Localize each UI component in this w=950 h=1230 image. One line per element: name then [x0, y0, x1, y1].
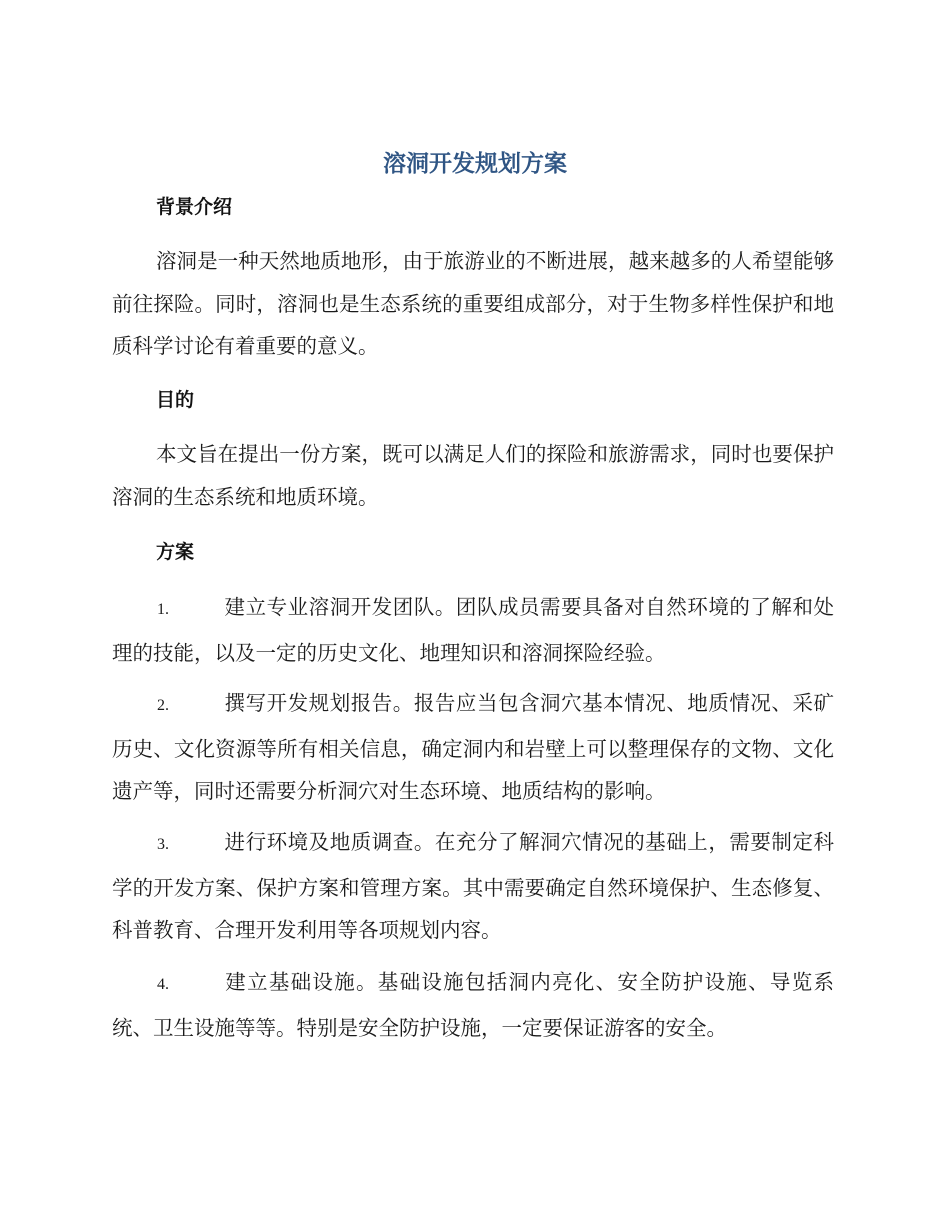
list-item	[112, 586, 834, 674]
section-heading-purpose: 目的	[156, 389, 195, 411]
list-item-text: 建立专业溶洞开发团队。团队成员需要具备对自然环境的了解和处理的技能，以及一定的历史文化、地理知识和溶洞探险经验。	[112, 595, 834, 665]
list-item-number: 4.	[157, 976, 169, 993]
list-item-text: 进行环境及地质调查。在充分了解洞穴情况的基础上，需要制定科学的开发方案、保护方案和管理方案。其中需要确定自然环境保护、生态修复、科普教育、合理开发利用等各项规划内容。	[112, 830, 834, 942]
section-heading-plan: 方案	[156, 541, 195, 563]
list-item-number: 2.	[157, 697, 169, 714]
list-item-number: 3.	[157, 836, 169, 853]
section-heading-background: 背景介绍	[156, 196, 233, 218]
document-title: 溶洞开发规划方案	[383, 151, 567, 177]
list-item-text: 建立基础设施。基础设施包括洞内亮化、安全防护设施、导览系统、卫生设施等等。特别是安全防护设施，一定要保证游客的安全。	[112, 970, 834, 1040]
paragraph-background: 溶洞是一种天然地质地形，由于旅游业的不断进展，越来越多的人希望能够前往探险。同时，溶洞也是生态系统的重要组成部分，对于生物多样性保护和地质科学讨论有着重要的意义。	[112, 249, 834, 358]
list-item-text: 撰写开发规划报告。报告应当包含洞穴基本情况、地质情况、采矿历史、文化资源等所有相关信息，确定洞内和岩壁上可以整理保存的文物、文化遗产等，同时还需要分析洞穴对生态环境、地质结构的影响。	[112, 691, 834, 803]
list-item	[112, 682, 834, 813]
list-item	[112, 821, 834, 952]
list-item	[112, 961, 834, 1049]
paragraph-purpose: 本文旨在提出一份方案，既可以满足人们的探险和旅游需求，同时也要保护溶洞的生态系统和地质环境。	[112, 442, 834, 509]
list-item-number: 1.	[157, 601, 169, 618]
